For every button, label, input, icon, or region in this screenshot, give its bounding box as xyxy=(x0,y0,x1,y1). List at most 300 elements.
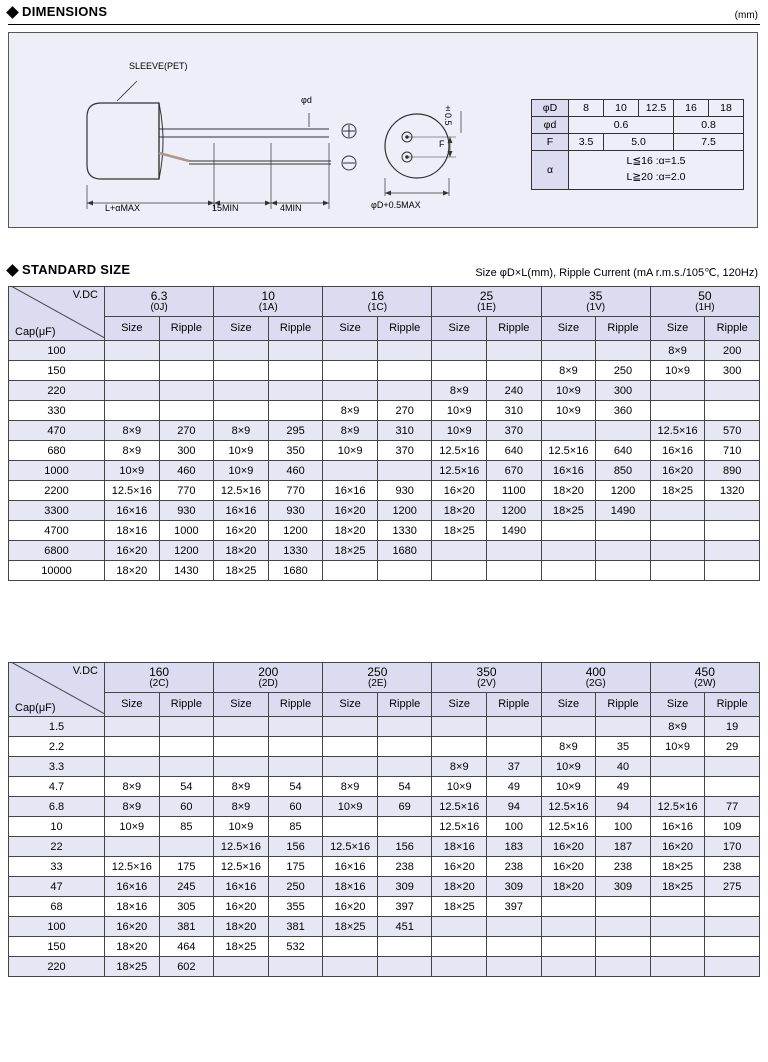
table-row xyxy=(9,737,760,757)
size-subheader: Size xyxy=(432,692,487,716)
size-cell: 16×20 xyxy=(650,837,705,857)
ripple-cell: 100 xyxy=(596,817,651,837)
size-cell: 10×9 xyxy=(650,737,705,757)
size-cell: 18×16 xyxy=(105,897,160,917)
ripple-cell xyxy=(596,541,651,561)
size-cell: 18×25 xyxy=(214,937,269,957)
ripple-cell xyxy=(268,737,323,757)
dimensions-heading-rule xyxy=(8,24,760,25)
table-row xyxy=(9,857,760,877)
capacitance-cell: 4.7 xyxy=(9,777,105,797)
diamond-bullet-icon xyxy=(6,264,19,277)
ripple-cell: 397 xyxy=(487,897,542,917)
size-cell: 12.5×16 xyxy=(105,857,160,877)
size-cell xyxy=(541,917,596,937)
ripple-subheader: Ripple xyxy=(487,692,542,716)
ripple-cell xyxy=(268,757,323,777)
size-cell xyxy=(214,401,269,421)
size-cell: 18×25 xyxy=(650,481,705,501)
table-row xyxy=(9,937,760,957)
ripple-cell: 49 xyxy=(487,777,542,797)
ripple-subheader: Ripple xyxy=(377,692,432,716)
ripple-cell xyxy=(596,341,651,361)
capacitance-cell: 100 xyxy=(9,917,105,937)
ripple-cell: 309 xyxy=(596,877,651,897)
ripple-cell xyxy=(268,341,323,361)
ripple-cell xyxy=(596,561,651,581)
standard-size-title: STANDARD SIZE xyxy=(22,262,131,277)
table-corner-cell xyxy=(9,287,105,341)
ripple-cell: 156 xyxy=(268,837,323,857)
size-cell: 16×20 xyxy=(432,481,487,501)
size-cell xyxy=(541,717,596,737)
ripple-cell: 360 xyxy=(596,401,651,421)
size-cell xyxy=(214,957,269,977)
size-cell: 8×9 xyxy=(323,777,378,797)
ripple-cell: 770 xyxy=(159,481,214,501)
size-cell: 16×20 xyxy=(105,541,160,561)
size-cell xyxy=(323,381,378,401)
ripple-subheader: Ripple xyxy=(705,316,760,340)
ripple-cell xyxy=(487,957,542,977)
unit-note: (mm) xyxy=(734,10,758,21)
phid-row-diameter xyxy=(532,100,744,117)
ripple-cell xyxy=(268,401,323,421)
ripple-cell: 19 xyxy=(705,717,760,737)
size-cell: 16×16 xyxy=(105,501,160,521)
table-corner-cell xyxy=(9,663,105,717)
table-row xyxy=(9,461,760,481)
table-row xyxy=(9,361,760,381)
capacitance-cell: 68 xyxy=(9,897,105,917)
ripple-cell xyxy=(705,957,760,977)
ripple-cell: 187 xyxy=(596,837,651,857)
size-cell: 18×20 xyxy=(214,541,269,561)
size-cell: 12.5×16 xyxy=(323,837,378,857)
size-cell: 10×9 xyxy=(541,777,596,797)
ripple-cell xyxy=(377,937,432,957)
size-cell: 10×9 xyxy=(541,401,596,421)
size-cell: 8×9 xyxy=(105,777,160,797)
ripple-cell: 640 xyxy=(596,441,651,461)
ripple-cell xyxy=(596,937,651,957)
size-cell xyxy=(432,361,487,381)
size-cell: 18×20 xyxy=(432,877,487,897)
ripple-cell: 54 xyxy=(159,777,214,797)
dimensions-title: DIMENSIONS xyxy=(22,4,108,19)
ripple-cell: 570 xyxy=(705,421,760,441)
size-cell: 12.5×16 xyxy=(541,441,596,461)
size-cell: 10×9 xyxy=(541,381,596,401)
voltage-header-160: 160 (2C) xyxy=(105,663,214,693)
size-cell: 18×25 xyxy=(432,897,487,917)
ripple-cell: 238 xyxy=(596,857,651,877)
ripple-cell: 309 xyxy=(487,877,542,897)
size-cell: 8×9 xyxy=(541,737,596,757)
table-row xyxy=(9,757,760,777)
ripple-cell xyxy=(705,541,760,561)
ripple-cell xyxy=(159,737,214,757)
size-cell: 12.5×16 xyxy=(214,857,269,877)
cap-label: Cap(μF) xyxy=(15,702,56,714)
ripple-cell xyxy=(705,561,760,581)
size-cell xyxy=(214,381,269,401)
size-cell: 12.5×16 xyxy=(432,461,487,481)
size-cell xyxy=(541,561,596,581)
size-cell xyxy=(432,937,487,957)
capacitance-cell: 1.5 xyxy=(9,717,105,737)
ripple-cell xyxy=(487,541,542,561)
ripple-cell: 300 xyxy=(159,441,214,461)
size-cell xyxy=(214,341,269,361)
ripple-cell: 1200 xyxy=(487,501,542,521)
table-row xyxy=(9,837,760,857)
ripple-cell: 1680 xyxy=(377,541,432,561)
size-cell xyxy=(105,401,160,421)
size-cell: 10×9 xyxy=(214,441,269,461)
size-cell: 18×16 xyxy=(323,877,378,897)
size-cell: 8×9 xyxy=(432,757,487,777)
size-cell xyxy=(650,897,705,917)
ripple-cell xyxy=(596,717,651,737)
cap-label: Cap(μF) xyxy=(15,326,56,338)
phid-value: 18 xyxy=(709,100,744,117)
ripple-subheader: Ripple xyxy=(705,692,760,716)
size-cell xyxy=(105,361,160,381)
size-cell: 16×16 xyxy=(214,877,269,897)
ripple-cell: 397 xyxy=(377,897,432,917)
size-cell xyxy=(432,541,487,561)
size-cell: 10×9 xyxy=(105,461,160,481)
standard-size-table-high-voltage xyxy=(8,662,760,977)
size-cell xyxy=(650,541,705,561)
size-cell xyxy=(432,737,487,757)
alpha-rule-line-2: L≧20 :α=2.0 xyxy=(626,170,686,183)
size-cell xyxy=(432,957,487,977)
ripple-cell: 890 xyxy=(705,461,760,481)
capacitance-cell: 680 xyxy=(9,441,105,461)
sleeve-label: SLEEVE(PET) xyxy=(129,61,188,71)
ripple-cell: 94 xyxy=(487,797,542,817)
size-subheader: Size xyxy=(650,692,705,716)
phid-value: 16 xyxy=(674,100,709,117)
phid-value: 12.5 xyxy=(639,100,674,117)
table-row xyxy=(9,401,760,421)
size-cell: 16×20 xyxy=(650,461,705,481)
size-cell xyxy=(323,361,378,381)
size-cell: 12.5×16 xyxy=(214,481,269,501)
ripple-cell: 1490 xyxy=(596,501,651,521)
size-cell: 8×9 xyxy=(214,797,269,817)
size-cell xyxy=(650,381,705,401)
ripple-cell xyxy=(487,561,542,581)
alpha-rule-cell xyxy=(569,151,744,190)
size-subheader: Size xyxy=(541,692,596,716)
size-cell xyxy=(323,957,378,977)
size-subheader: Size xyxy=(105,692,160,716)
size-cell: 12.5×16 xyxy=(105,481,160,501)
size-cell xyxy=(432,561,487,581)
size-cell: 12.5×16 xyxy=(650,797,705,817)
ripple-cell: 295 xyxy=(268,421,323,441)
size-cell xyxy=(432,341,487,361)
size-cell: 18×25 xyxy=(323,541,378,561)
dimensions-section-heading xyxy=(8,4,107,19)
size-cell xyxy=(214,717,269,737)
size-cell: 12.5×16 xyxy=(541,797,596,817)
ripple-cell xyxy=(268,381,323,401)
ripple-cell: 300 xyxy=(705,361,760,381)
size-cell xyxy=(105,381,160,401)
ripple-cell: 200 xyxy=(705,341,760,361)
size-cell: 16×20 xyxy=(541,857,596,877)
ripple-cell: 670 xyxy=(487,461,542,481)
voltage-header-6.3: 6.3 (0J) xyxy=(105,287,214,317)
ripple-cell: 37 xyxy=(487,757,542,777)
ripple-cell xyxy=(377,461,432,481)
ripple-cell: 451 xyxy=(377,917,432,937)
standard-size-section-heading xyxy=(8,262,130,277)
phid-lead-value: 0.6 xyxy=(569,117,674,134)
size-cell: 16×16 xyxy=(323,857,378,877)
size-cell: 18×16 xyxy=(432,837,487,857)
ripple-cell xyxy=(377,757,432,777)
size-cell: 16×16 xyxy=(105,877,160,897)
ripple-cell xyxy=(377,957,432,977)
phid-plus-label: φD+0.5MAX xyxy=(371,200,421,210)
ripple-cell xyxy=(487,737,542,757)
capacitance-cell: 10 xyxy=(9,817,105,837)
table-row xyxy=(9,481,760,501)
size-cell xyxy=(105,757,160,777)
size-cell xyxy=(541,541,596,561)
fifteen-min-label: 15MIN xyxy=(212,203,239,213)
ripple-cell: 1200 xyxy=(377,501,432,521)
ripple-cell xyxy=(705,501,760,521)
ripple-cell: 250 xyxy=(596,361,651,381)
size-cell: 18×25 xyxy=(541,501,596,521)
size-cell: 8×9 xyxy=(214,777,269,797)
ripple-cell: 300 xyxy=(596,381,651,401)
size-cell xyxy=(105,717,160,737)
size-subheader: Size xyxy=(323,692,378,716)
phid-row-alpha xyxy=(532,151,744,190)
phid-pitch-value: 3.5 xyxy=(569,134,604,151)
size-cell: 10×9 xyxy=(214,817,269,837)
size-cell xyxy=(323,461,378,481)
size-cell: 18×20 xyxy=(323,521,378,541)
table-header-row-voltage xyxy=(9,287,760,317)
ripple-cell: 770 xyxy=(268,481,323,501)
phid-pitch-value: 7.5 xyxy=(674,134,744,151)
ripple-cell: 170 xyxy=(705,837,760,857)
ripple-cell xyxy=(487,917,542,937)
ripple-cell xyxy=(159,361,214,381)
diamond-bullet-icon xyxy=(6,6,19,19)
ripple-cell: 1330 xyxy=(268,541,323,561)
ripple-cell: 54 xyxy=(268,777,323,797)
vdc-label: V.DC xyxy=(72,289,98,301)
size-ripple-note: Size φD×L(mm), Ripple Current (mA r.m.s./105℃, 120Hz) xyxy=(475,267,758,279)
size-cell: 16×20 xyxy=(105,917,160,937)
size-cell: 16×20 xyxy=(214,897,269,917)
table-row xyxy=(9,421,760,441)
table-row xyxy=(9,541,760,561)
ripple-cell: 156 xyxy=(377,837,432,857)
ripple-cell: 245 xyxy=(159,877,214,897)
ripple-cell xyxy=(377,737,432,757)
size-cell: 8×9 xyxy=(541,361,596,381)
size-cell xyxy=(650,501,705,521)
ripple-subheader: Ripple xyxy=(159,692,214,716)
ripple-cell: 35 xyxy=(596,737,651,757)
size-cell xyxy=(105,837,160,857)
ripple-cell xyxy=(377,817,432,837)
size-cell xyxy=(541,937,596,957)
size-cell xyxy=(432,917,487,937)
ripple-subheader: Ripple xyxy=(268,692,323,716)
ripple-cell: 77 xyxy=(705,797,760,817)
ripple-cell: 275 xyxy=(705,877,760,897)
ripple-cell: 240 xyxy=(487,381,542,401)
ripple-cell xyxy=(705,777,760,797)
ripple-cell: 710 xyxy=(705,441,760,461)
table-row xyxy=(9,877,760,897)
size-cell xyxy=(105,341,160,361)
size-cell xyxy=(650,561,705,581)
ripple-cell: 1680 xyxy=(268,561,323,581)
table-row xyxy=(9,717,760,737)
capacitance-cell: 33 xyxy=(9,857,105,877)
table-header-row-subcolumns xyxy=(9,316,760,340)
size-subheader: Size xyxy=(105,316,160,340)
l-alpha-max-label: L+αMAX xyxy=(105,203,140,213)
ripple-subheader: Ripple xyxy=(159,316,214,340)
ripple-cell: 109 xyxy=(705,817,760,837)
phid-value: 10 xyxy=(604,100,639,117)
ripple-cell xyxy=(159,381,214,401)
ripple-cell: 85 xyxy=(268,817,323,837)
ripple-subheader: Ripple xyxy=(268,316,323,340)
size-cell xyxy=(650,757,705,777)
size-cell xyxy=(432,717,487,737)
f-dimension-label: F xyxy=(439,139,445,149)
capacitance-cell: 4700 xyxy=(9,521,105,541)
table-row xyxy=(9,501,760,521)
size-cell: 8×9 xyxy=(323,401,378,421)
ripple-cell xyxy=(268,957,323,977)
ripple-cell xyxy=(377,561,432,581)
capacitance-cell: 1000 xyxy=(9,461,105,481)
phid-value: 8 xyxy=(569,100,604,117)
table-row xyxy=(9,381,760,401)
ripple-cell xyxy=(705,381,760,401)
size-cell: 8×9 xyxy=(105,421,160,441)
table-header-row-subcolumns xyxy=(9,692,760,716)
size-cell: 18×20 xyxy=(541,481,596,501)
size-subheader: Size xyxy=(214,692,269,716)
size-cell: 8×9 xyxy=(323,421,378,441)
ripple-cell: 40 xyxy=(596,757,651,777)
vdc-label: V.DC xyxy=(72,665,98,677)
ripple-cell: 930 xyxy=(159,501,214,521)
ripple-cell xyxy=(487,937,542,957)
ripple-cell xyxy=(596,897,651,917)
size-cell xyxy=(650,937,705,957)
size-cell: 8×9 xyxy=(432,381,487,401)
table-row xyxy=(9,917,760,937)
size-cell: 12.5×16 xyxy=(214,837,269,857)
ripple-cell: 350 xyxy=(268,441,323,461)
ripple-cell: 100 xyxy=(487,817,542,837)
ripple-cell: 238 xyxy=(705,857,760,877)
phid-row-pitch xyxy=(532,134,744,151)
size-cell: 18×20 xyxy=(432,501,487,521)
size-cell: 18×25 xyxy=(650,857,705,877)
ripple-cell: 640 xyxy=(487,441,542,461)
capacitance-cell: 47 xyxy=(9,877,105,897)
size-cell: 16×16 xyxy=(323,481,378,501)
ripple-cell: 309 xyxy=(377,877,432,897)
size-cell: 10×9 xyxy=(214,461,269,481)
voltage-header-250: 250 (2E) xyxy=(323,663,432,693)
ripple-cell: 54 xyxy=(377,777,432,797)
ripple-cell: 460 xyxy=(159,461,214,481)
ripple-subheader: Ripple xyxy=(487,316,542,340)
ripple-cell xyxy=(377,341,432,361)
phi-d-label: φd xyxy=(301,95,312,105)
ripple-cell xyxy=(705,521,760,541)
ripple-cell: 250 xyxy=(268,877,323,897)
phid-row-label: F xyxy=(532,134,569,151)
size-cell: 18×20 xyxy=(105,937,160,957)
ripple-cell xyxy=(705,917,760,937)
capacitance-cell: 6.8 xyxy=(9,797,105,817)
ripple-cell: 370 xyxy=(377,441,432,461)
table-row xyxy=(9,797,760,817)
dimensions-drawing-panel xyxy=(8,32,758,228)
size-cell xyxy=(105,737,160,757)
size-subheader: Size xyxy=(323,316,378,340)
standard-size-table-low-voltage xyxy=(8,286,760,581)
ripple-cell xyxy=(596,917,651,937)
capacitance-cell: 2200 xyxy=(9,481,105,501)
size-cell: 16×20 xyxy=(323,897,378,917)
ripple-cell xyxy=(159,837,214,857)
capacitance-cell: 3300 xyxy=(9,501,105,521)
table-row xyxy=(9,817,760,837)
size-cell: 12.5×16 xyxy=(541,817,596,837)
ripple-cell: 310 xyxy=(487,401,542,421)
size-cell: 18×25 xyxy=(105,957,160,977)
ripple-cell xyxy=(268,717,323,737)
table-row xyxy=(9,521,760,541)
ripple-cell xyxy=(596,521,651,541)
ripple-cell: 850 xyxy=(596,461,651,481)
ripple-cell: 305 xyxy=(159,897,214,917)
size-cell: 10×9 xyxy=(541,757,596,777)
table-row xyxy=(9,341,760,361)
ripple-cell: 175 xyxy=(159,857,214,877)
phid-row-lead xyxy=(532,117,744,134)
ripple-cell: 460 xyxy=(268,461,323,481)
ripple-cell xyxy=(487,361,542,381)
capacitance-cell: 150 xyxy=(9,937,105,957)
size-cell: 12.5×16 xyxy=(432,817,487,837)
size-cell: 10×9 xyxy=(432,401,487,421)
ripple-subheader: Ripple xyxy=(596,692,651,716)
ripple-cell xyxy=(377,381,432,401)
